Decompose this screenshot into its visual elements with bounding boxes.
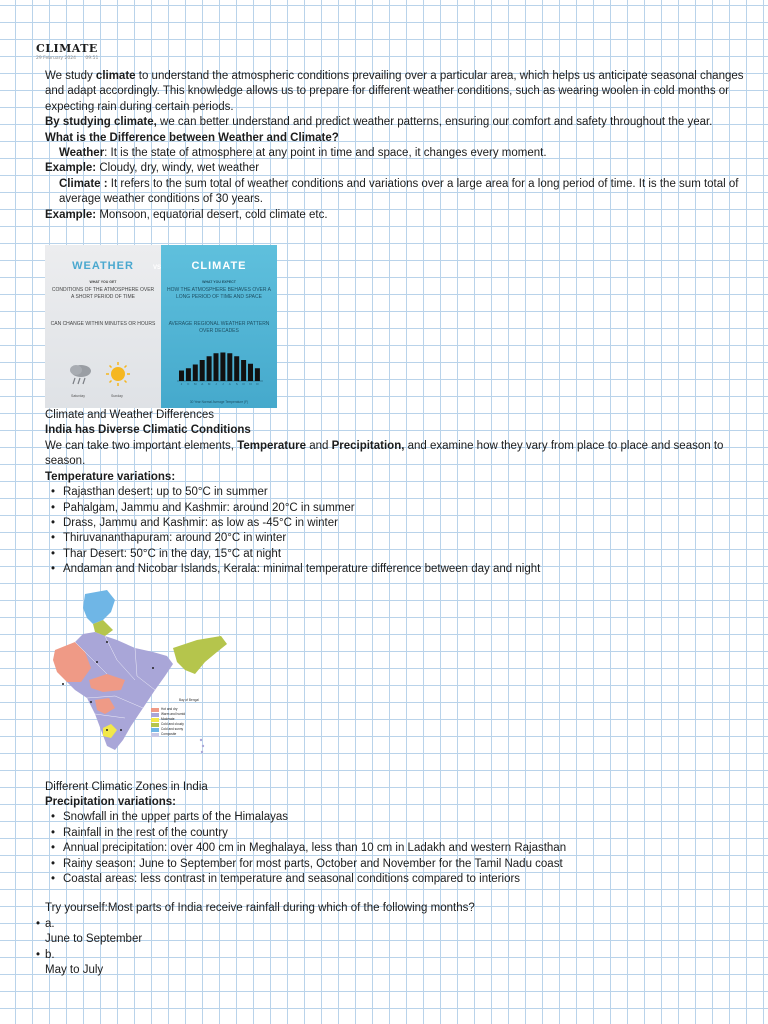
intro-paragraph-2: By studying climate, we can better understand and predict weather patterns, ensuring our comfort and safety throughout the year. [45,116,713,129]
weather-definition: Weather: It is the state of atmosphere at any point in time and space, it changes every moment. [59,147,547,160]
note-time: 09:51 [85,56,99,61]
legend-label: Cold and cloudy [161,722,184,727]
weather-vs-climate-image [45,245,277,408]
legend-swatch [151,718,159,722]
chart-tick-label: D [256,382,259,387]
temperature-list [45,485,745,577]
chart-tick-label: M [207,382,211,387]
legend-label: Cold and sunny [161,727,184,732]
chart-tick-label: J [222,382,224,387]
weather-example: Example: Cloudy, dry, windy, wet weather [45,162,260,175]
list-item: • Pahalgam, Jammu and Kashmir: around 20°C in summer [63,501,745,516]
chart-tick-label: N [249,382,252,387]
climate-example: Example: Monsoon, equatorial desert, cold climate etc. [45,208,328,221]
chart-bar [234,356,239,381]
page-title: CLIMATE [36,42,98,55]
list-item: • Rainy season: June to September for most parts, October and November for the Tamil Nadu coast [63,857,745,872]
chart-bar [241,360,246,381]
map-caption: Different Climatic Zones in India [45,780,208,793]
chart-bar [214,353,219,381]
temperature-heading: Temperature variations: [45,470,176,483]
chart-tick-label: J [180,382,183,387]
map-region-northeast [173,636,227,674]
vs-label: VS [153,265,162,272]
sunday-label: Sunday [111,394,123,399]
option-text: May to July [45,964,104,976]
chart-bar [255,368,260,381]
quiz-option-b[interactable] [36,948,745,979]
climate-definition: Climate : It refers to the sum total of weather conditions and variations over a large area for a long period of time. It is the sum total of average weather conditions of 30 years. [59,177,739,206]
map-legend [151,708,185,738]
chart-tick-label: F [187,382,190,387]
sun-icon [105,361,131,387]
chart-bar [179,371,184,382]
india-paragraph: We can take two important elements, Temperature and Precipitation, and examine how they vary from place to place and season to season. [45,439,724,468]
difference-heading: What is the Difference between Weather and Climate? [45,131,339,144]
quiz-question: Try yourself:Most parts of India receive rainfall during which of the following months? [45,902,475,915]
chart-bar [227,353,232,381]
option-letter: a. [45,917,55,930]
list-item: • Thar Desert: 50°C in the day, 15°C at night [63,547,745,562]
note-date: 29 February 2024 [36,56,76,61]
chart-tick-label: J [215,382,217,387]
chart-caption: 30 Year Normal Average Temperature (F) [189,400,249,405]
chart-tick-label: A [201,382,204,387]
bullet-icon: • [36,948,41,961]
precipitation-heading: Precipitation variations: [45,795,177,808]
legend-swatch [151,723,159,727]
weather-panel [45,245,161,408]
weather-vs-climate-figure [45,245,745,423]
climate-panel-text-1: HOW THE ATMOSPHERE BEHAVES OVER A LONG PERIOD OF TIME AND SPACE [167,287,271,301]
climate-panel-text-2: AVERAGE REGIONAL WEATHER PATTERN OVER DECADES [168,321,270,335]
list-item: • Rajasthan desert: up to 50°C in summer [63,485,745,500]
india-climate-map [45,590,230,780]
legend-swatch [151,728,159,732]
climate-panel [161,245,277,408]
climate-panel-subtitle: WHAT YOU EXPECT [202,280,236,285]
temperature-bar-chart [173,343,267,391]
list-item: • Rainfall in the rest of the country [63,826,745,841]
weather-panel-text-1: CONDITIONS OF THE ATMOSPHERE OVER A SHORT PERIOD OF TIME [51,287,155,301]
note-meta [36,56,106,61]
quiz-option-a[interactable] [36,917,745,948]
india-heading: India has Diverse Climatic Conditions [45,424,251,437]
list-item: • Coastal areas: less contrast in temperature and seasonal conditions compared to interiors [63,872,745,887]
list-item: • Thiruvananthapuram: around 20°C in winter [63,531,745,546]
map-region-cold-sunny [83,590,115,624]
weather-panel-text-2: CAN CHANGE WITHIN MINUTES OR HOURS [50,321,156,328]
chart-bar [193,365,198,382]
chart-tick-label: M [194,382,197,387]
intro-paragraph: We study climate to understand the atmospheric conditions prevailing over a particular area, which helps us anticipate seasonal changes and adapt accordingly. This knowledge allows us to prepare for different weather conditions, such as wearing woolen in cold months or expecting rain during certain periods. [45,70,744,113]
note-content [36,69,745,978]
bullet-icon: • [36,917,41,930]
list-item: • Andaman and Nicobar Islands, Kerala: minimal temperature difference between day and night [63,562,745,577]
list-item: • Drass, Jammu and Kashmir: as low as -45°C in winter [63,516,745,531]
figure-caption: Climate and Weather Differences [45,409,214,422]
india-map-illustration [45,590,230,780]
list-item: • Snowfall in the upper parts of the Himalayas [63,810,745,825]
option-letter: b. [45,948,55,961]
legend-label: Composite [161,732,177,737]
legend-swatch [151,708,159,712]
climate-panel-title: CLIMATE [191,260,247,273]
chart-tick-label: S [235,382,238,387]
legend-swatch [151,733,159,737]
chart-tick-label: A [228,382,231,387]
climatic-zones-figure [45,590,745,795]
legend-label: Moderate [161,717,175,722]
chart-bar [207,356,212,381]
precipitation-list [45,810,745,887]
chart-tick-label: O [242,382,245,387]
rain-cloud-icon [67,361,95,387]
option-text: June to September [45,933,143,946]
chart-bar [186,368,191,381]
legend-swatch [151,713,159,717]
bay-of-bengal-label: Bay of Bengal [179,697,199,702]
saturday-label: Saturday [71,394,86,399]
legend-label: Warm and humid [161,712,186,717]
weather-panel-title: WEATHER [72,260,134,273]
chart-bar [200,360,205,381]
legend-label: Hot and dry [161,707,178,712]
weather-panel-subtitle: WHAT YOU GET [89,280,117,285]
chart-bar [248,364,253,381]
list-item: • Annual precipitation: over 400 cm in Meghalaya, less than 10 cm in Ladakh and western Rajasthan [63,841,745,856]
chart-bar [220,353,225,382]
